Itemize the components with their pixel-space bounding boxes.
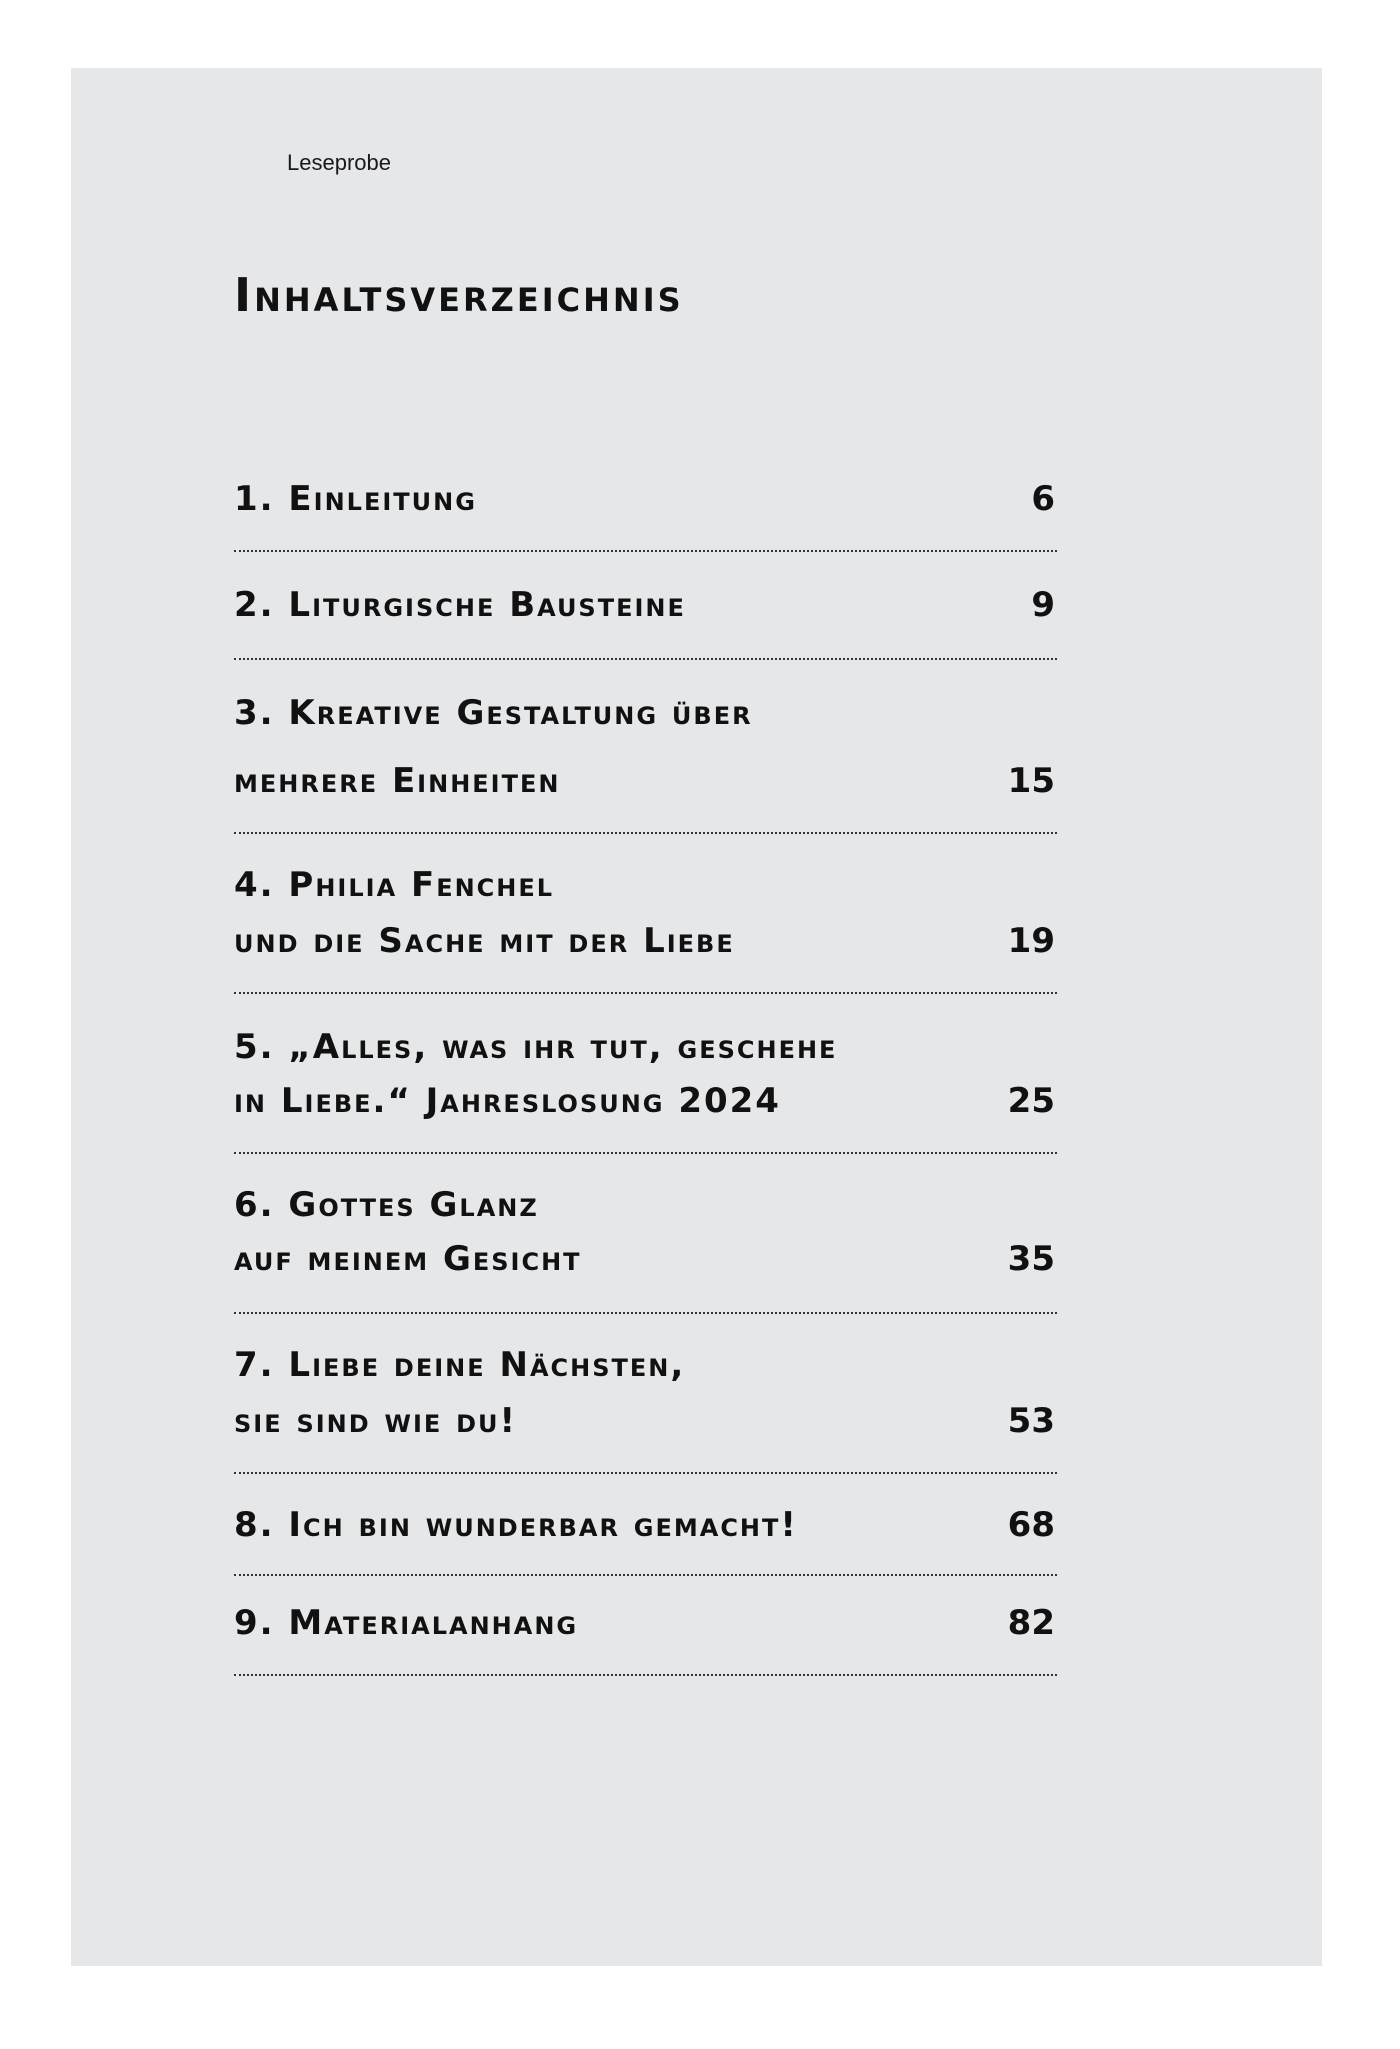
toc-entry-7-line-1: 7. Liebe deine Nächsten, [234, 1345, 686, 1385]
toc-entry-9-line-1: 9. Materialanhang [234, 1603, 579, 1643]
toc-entry-4-page: 19 [1007, 921, 1055, 961]
toc-entry-8[interactable] [234, 1474, 1057, 1576]
toc-entry-5-line-1: 5. „Alles, was ihr tut, geschehe [234, 1027, 838, 1067]
toc-entry-4-line-1: 4. Philia Fenchel [234, 865, 555, 905]
toc-entry-9[interactable] [234, 1576, 1057, 1676]
toc-entry-2-page: 9 [1031, 585, 1055, 625]
toc-entry-3-line-1: 3. Kreative Gestaltung über [234, 693, 753, 733]
toc-entry-7[interactable] [234, 1314, 1057, 1474]
toc-entry-7-page: 53 [1007, 1401, 1055, 1441]
toc-entry-1-line-1: 1. Einleitung [234, 479, 477, 519]
page-kicker: Leseprobe [287, 150, 391, 175]
toc-entry-5-page: 25 [1007, 1081, 1055, 1121]
toc-entry-1[interactable] [234, 468, 1057, 552]
toc-entry-8-page: 68 [1007, 1505, 1055, 1545]
toc-entry-9-page: 82 [1007, 1603, 1055, 1643]
toc-entry-5-line-2: in Liebe.“ Jahreslosung 2024 [234, 1081, 781, 1121]
toc-entry-6-page: 35 [1007, 1239, 1055, 1279]
toc-entry-5[interactable] [234, 994, 1057, 1154]
toc-entry-2-line-1: 2. Liturgische Bausteine [234, 585, 686, 625]
toc-entry-7-line-2: sie sind wie du! [234, 1401, 518, 1441]
toc-entry-1-page: 6 [1031, 479, 1055, 519]
toc-entry-2[interactable] [234, 552, 1057, 660]
toc-entry-8-line-1: 8. Ich bin wunderbar gemacht! [234, 1505, 798, 1545]
page-title: Inhaltsverzeichnis [234, 268, 684, 322]
toc-entry-4[interactable] [234, 834, 1057, 994]
toc-entry-6[interactable] [234, 1154, 1057, 1314]
toc-entry-3[interactable] [234, 660, 1057, 834]
toc-entry-4-line-2: und die Sache mit der Liebe [234, 921, 735, 961]
toc-entry-6-line-2: auf meinem Gesicht [234, 1239, 582, 1279]
toc-entry-6-line-1: 6. Gottes Glanz [234, 1185, 539, 1225]
toc-entry-3-page: 15 [1007, 761, 1055, 801]
toc-entry-3-line-2: mehrere Einheiten [234, 761, 561, 801]
